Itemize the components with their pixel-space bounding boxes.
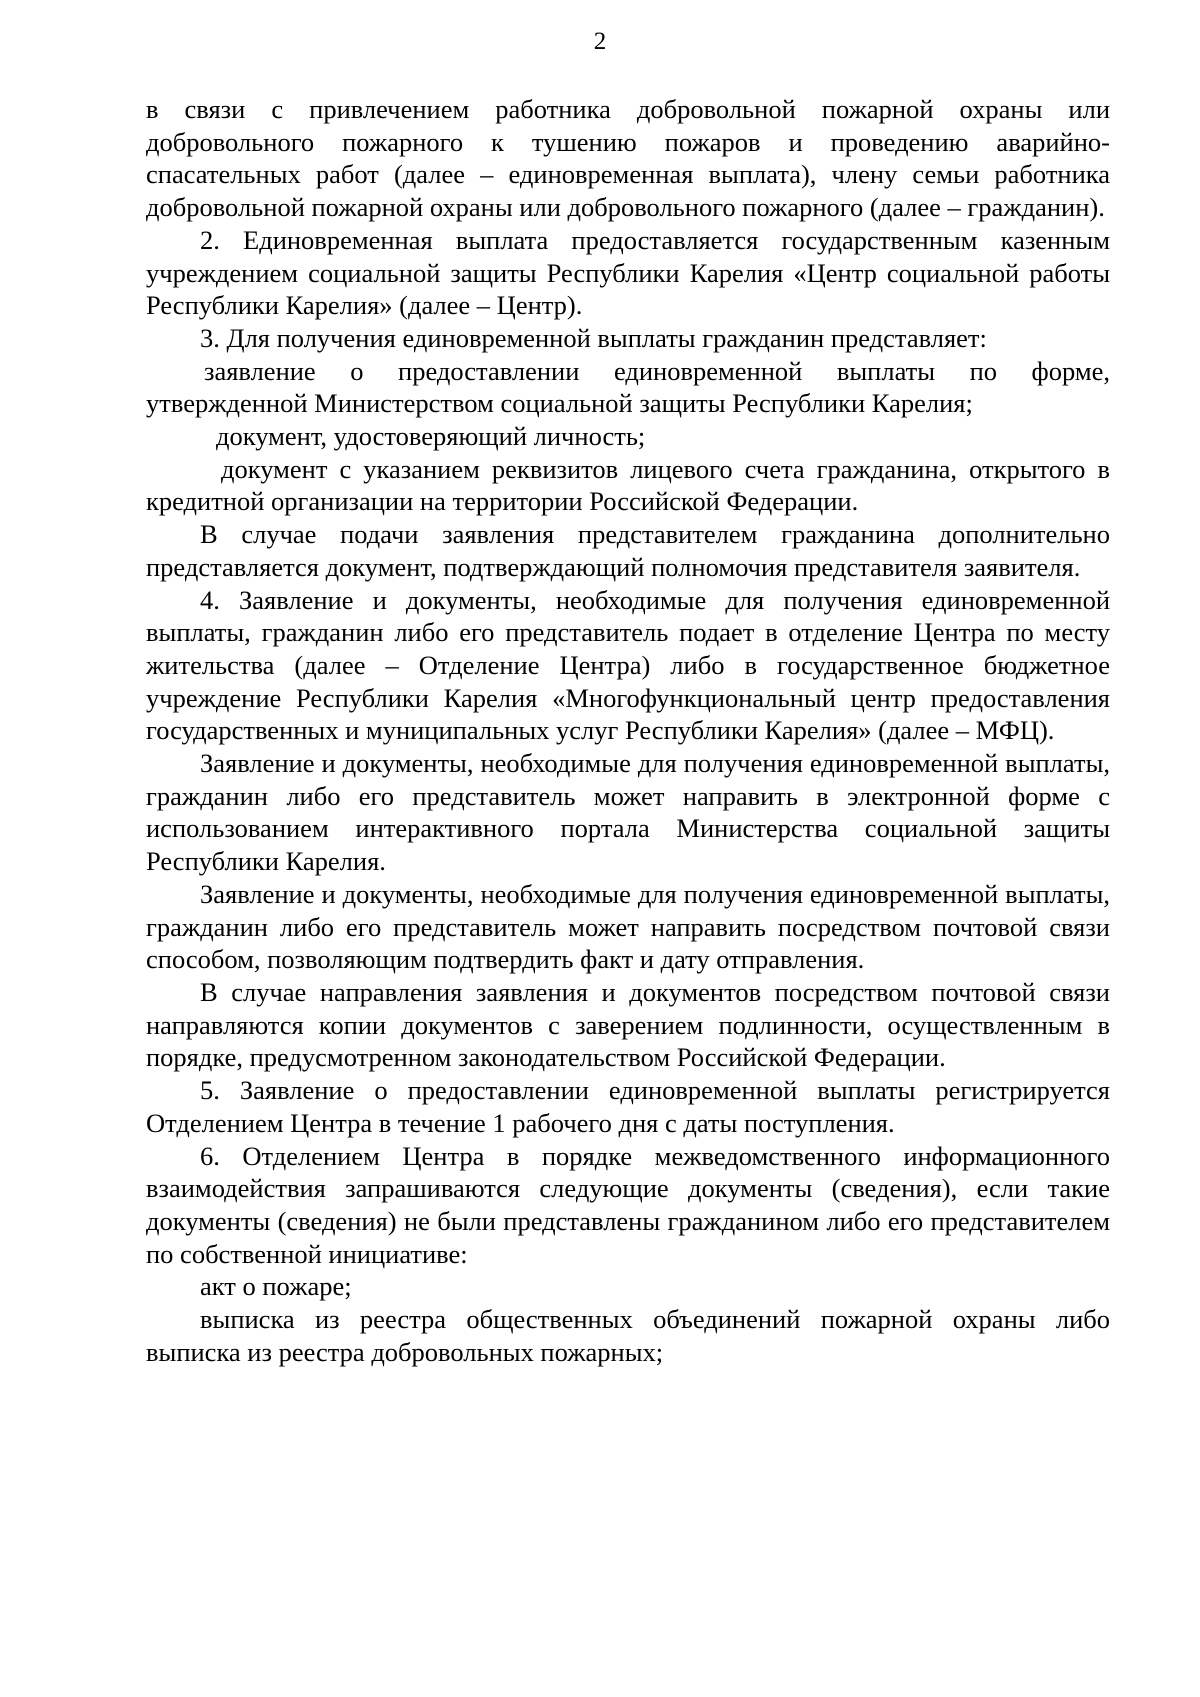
paragraph-account-details: документ с указанием реквизитов лицевого счета гражданина, открытого в кредитной организации на территории Российской Федерации. bbox=[146, 453, 1110, 517]
paragraph-identity-document: документ, удостоверяющий личность; bbox=[216, 421, 646, 452]
paragraph-postal-copies: В случае направления заявления и документов посредством почтовой связи направляются копии документов с заверением подлинности, осуществленным в порядке, предусмотренном законодательством Российской Федерации. bbox=[146, 976, 1110, 1073]
paragraph-item-6: 6. Отделением Центра в порядке межведомственного информационного взаимодействия запрашиваются следующие документы (сведения), если такие документы (сведения) не были представлены гражданином либо его представителем по собственной инициативе: bbox=[146, 1140, 1110, 1269]
paragraph-electronic-submission: Заявление и документы, необходимые для получения единовременной выплаты, гражданин либо его представитель может направить в электронной форме с использованием интерактивного портала Министерства социальной защиты Республики Карелия. bbox=[146, 748, 1110, 877]
paragraph-postal-submission: Заявление и документы, необходимые для получения единовременной выплаты, гражданин либо его представитель может направить посредством почтовой связи способом, позволяющим подтвердить факт и дату отправления. bbox=[146, 878, 1110, 975]
paragraph-item-3: 3. Для получения единовременной выплаты гражданин представляет: bbox=[200, 322, 987, 353]
paragraph-registry-extract: выписка из реестра общественных объединений пожарной охраны либо выписка из реестра добровольных пожарных; bbox=[146, 1304, 1110, 1367]
paragraph-fire-act: акт о пожаре; bbox=[200, 1271, 352, 1302]
document-body bbox=[146, 93, 1110, 1368]
paragraph-continuation: в связи с привлечением работника добровольной пожарной охраны или добровольного пожарного к тушению пожаров и проведению аварийно-спасательных работ (далее – единовременная выплата), члену семьи работника добровольной пожарной охраны или добровольного пожарного (далее – гражданин). bbox=[146, 94, 1110, 223]
page-number: 2 bbox=[593, 28, 607, 55]
paragraph-application-form: заявление о предоставлении единовременной выплаты по форме, утвержденной Министерством социальной защиты Республики Карелия; bbox=[146, 355, 1110, 419]
paragraph-item-5: 5. Заявление о предоставлении единовременной выплаты регистрируется Отделением Центра в течение 1 рабочего дня с даты поступления. bbox=[146, 1075, 1110, 1138]
paragraph-representative: В случае подачи заявления представителем гражданина дополнительно представляется документ, подтверждающий полномочия представителя заявителя. bbox=[146, 519, 1110, 582]
paragraph-item-4: 4. Заявление и документы, необходимые для получения единовременной выплаты, гражданин либо его представитель подает в отделение Центра по месту жительства (далее – Отделение Центра) либо в государственное бюджетное учреждение Республики Карелия «Многофункциональный центр предоставления государственных и муниципальных услуг Республики Карелия» (далее – МФЦ). bbox=[146, 584, 1110, 746]
paragraph-item-2: 2. Единовременная выплата предоставляется государственным казенным учреждением социальной защиты Республики Карелия «Центр социальной работы Республики Карелия» (далее – Центр). bbox=[146, 224, 1110, 321]
